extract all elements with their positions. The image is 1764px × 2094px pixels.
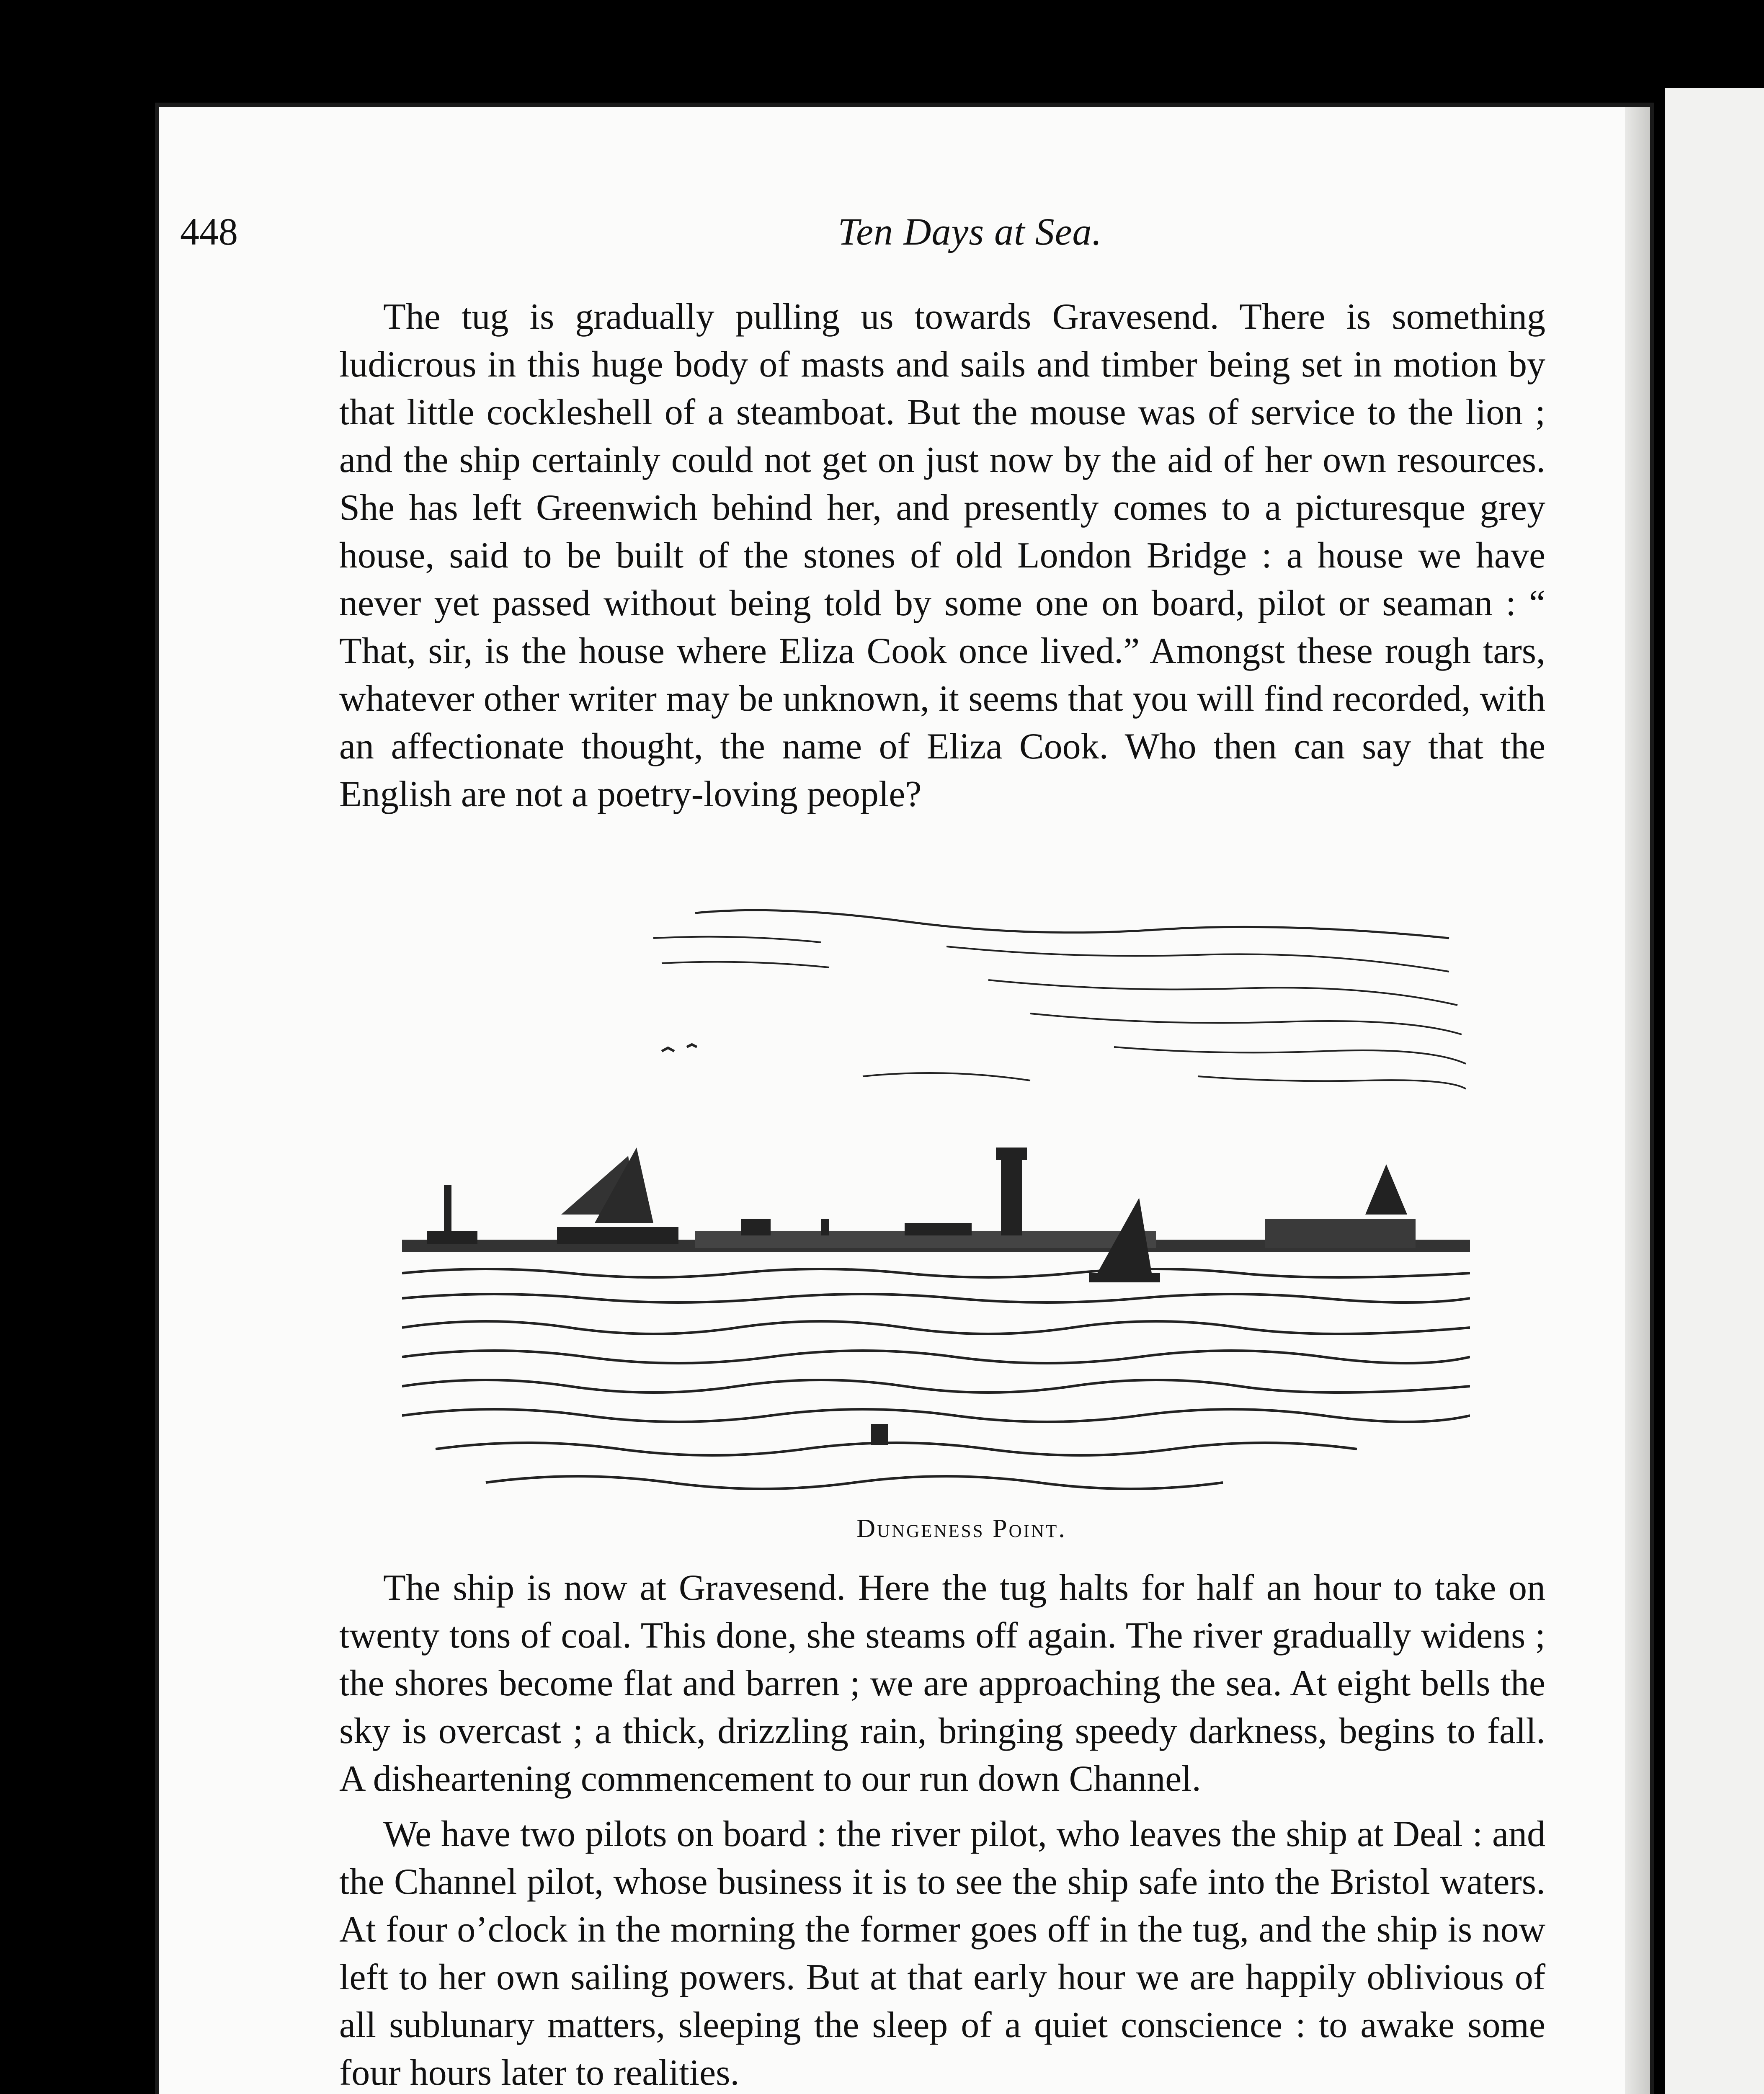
running-title: Ten Days at Sea. — [838, 210, 1102, 253]
text-block-top — [339, 293, 1545, 818]
facing-page-edge — [1665, 88, 1764, 2094]
page-edge-shadow — [1625, 107, 1650, 2094]
page-header — [0, 209, 1764, 268]
paragraph: We have two pilots on board : the river pilot, who leaves the ship at Deal : and the Channel pilot, whose business it is to see the ship safe into the Bristol waters. At four o’clock in the morning the former goes off in the tug, and the ship is now left to her own sailing powers. But at that early hour we are happily oblivious of all sublunary matters, sleeping the sleep of a quiet conscience : to awake some four hours later to realities. — [339, 1814, 1545, 2093]
page-number: 448 — [180, 210, 238, 253]
text-block-bottom — [339, 1564, 1545, 2094]
paragraph: The ship is now at Gravesend. Here the tug halts for half an hour to take on twenty tons of coal. This done, she steams off again. The river gradually widens ; the shores become flat and barren ; we are approaching the sea. At eight bells the sky is overcast ; a thick, drizzling rain, bringing speedy darkness, begins to fall. A disheartening commencement to our run down Channel. — [339, 1568, 1545, 1799]
dungeness-point-engraving — [402, 896, 1470, 1508]
paragraph: The tug is gradually pulling us towards Gravesend. There is something ludicrous in this huge body of masts and sails and timber being set in motion by that little cockleshell of a steamboat. But the mouse was of service to the lion ; and the ship certainly could not get on just now by the aid of her own resources. She has left Greenwich behind her, and presently comes to a picturesque grey house, said to be built of the stones of old London Bridge : a house we have never yet passed without being told by some one on board, pilot or seaman : “ That, sir, is the house where Eliza Cook once lived.” Amongst these rough tars, whatever other writer may be unknown, it seems that you will find recorded, with an affectionate thought, the name of Eliza Cook. Who then can say that the English are not a poetry-loving people? — [339, 297, 1545, 815]
illustration-caption: Dungeness Point. — [856, 1514, 1067, 1543]
